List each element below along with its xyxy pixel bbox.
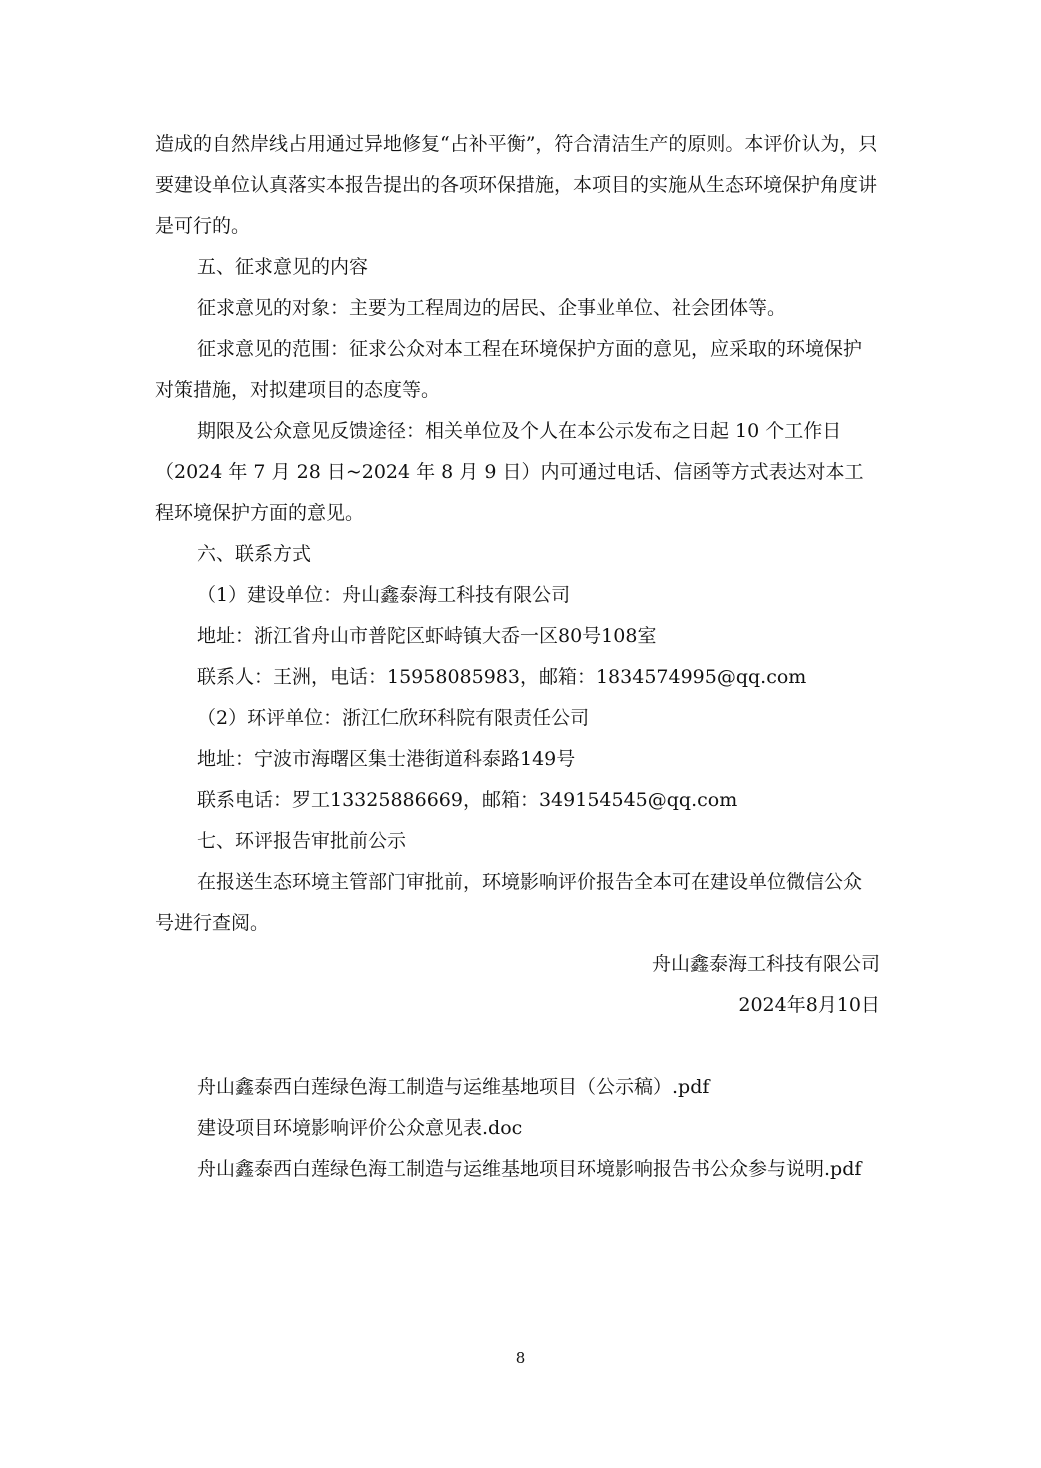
section-heading-5: 五、征求意见的内容 [197, 256, 369, 278]
contact-eia-phone: 联系电话：罗工13325886669，邮箱：349154545@qq.com [197, 789, 738, 811]
contact-construction-address: 地址：浙江省舟山市普陀区虾峙镇大岙一区80号108室 [197, 625, 657, 647]
section-heading-7: 七、环评报告审批前公示 [197, 830, 407, 852]
section-heading-6: 六、联系方式 [197, 543, 312, 565]
document-body [155, 124, 880, 1190]
attachment-link[interactable]: 建设项目环境影响评价公众意见表.doc [197, 1117, 523, 1139]
paragraph-conclusion: 造成的自然岸线占用通过异地修复“占补平衡”，符合清洁生产的原则。本评价认为，只要建设单位认真落实本报告提出的各项环保措施，本项目的实施从生态环境保护角度讲是可行的。 [155, 133, 878, 237]
paragraph-consult-object: 征求意见的对象：主要为工程周边的居民、企事业单位、社会团体等。 [197, 297, 787, 319]
paragraph-pre-approval: 在报送生态环境主管部门审批前，环境影响评价报告全本可在建设单位微信公众号进行查阅。 [155, 871, 863, 934]
page-number: 8 [515, 1349, 526, 1367]
contact-construction-unit: （1）建设单位：舟山鑫泰海工科技有限公司 [197, 584, 571, 606]
contact-eia-unit: （2）环评单位：浙江仁欣环科院有限责任公司 [197, 707, 590, 729]
attachment-link[interactable]: 舟山鑫泰西白莲绿色海工制造与运维基地项目环境影响报告书公众参与说明.pdf [197, 1158, 862, 1180]
paragraph-feedback-period: 期限及公众意见反馈途径：相关单位及个人在本公示发布之日起 10 个工作日（2024 年 7 月 28 日~2024 年 8 月 9 日）内可通过电话、信函等方式表达对本工程环境保护方面的意见。 [155, 420, 864, 524]
signature-company: 舟山鑫泰海工科技有限公司 [651, 953, 880, 975]
contact-construction-person: 联系人：王洲，电话：15958085983，邮箱：1834574995@qq.com [197, 666, 807, 688]
attachment-link[interactable]: 舟山鑫泰西白莲绿色海工制造与运维基地项目（公示稿）.pdf [197, 1076, 710, 1098]
contact-eia-address: 地址：宁波市海曙区集士港街道科泰路149号 [197, 748, 576, 770]
paragraph-consult-scope: 征求意见的范围：征求公众对本工程在环境保护方面的意见，应采取的环境保护对策措施，对拟建项目的态度等。 [155, 338, 863, 401]
spacer [155, 1026, 880, 1067]
signature-date: 2024年8月10日 [738, 994, 880, 1016]
